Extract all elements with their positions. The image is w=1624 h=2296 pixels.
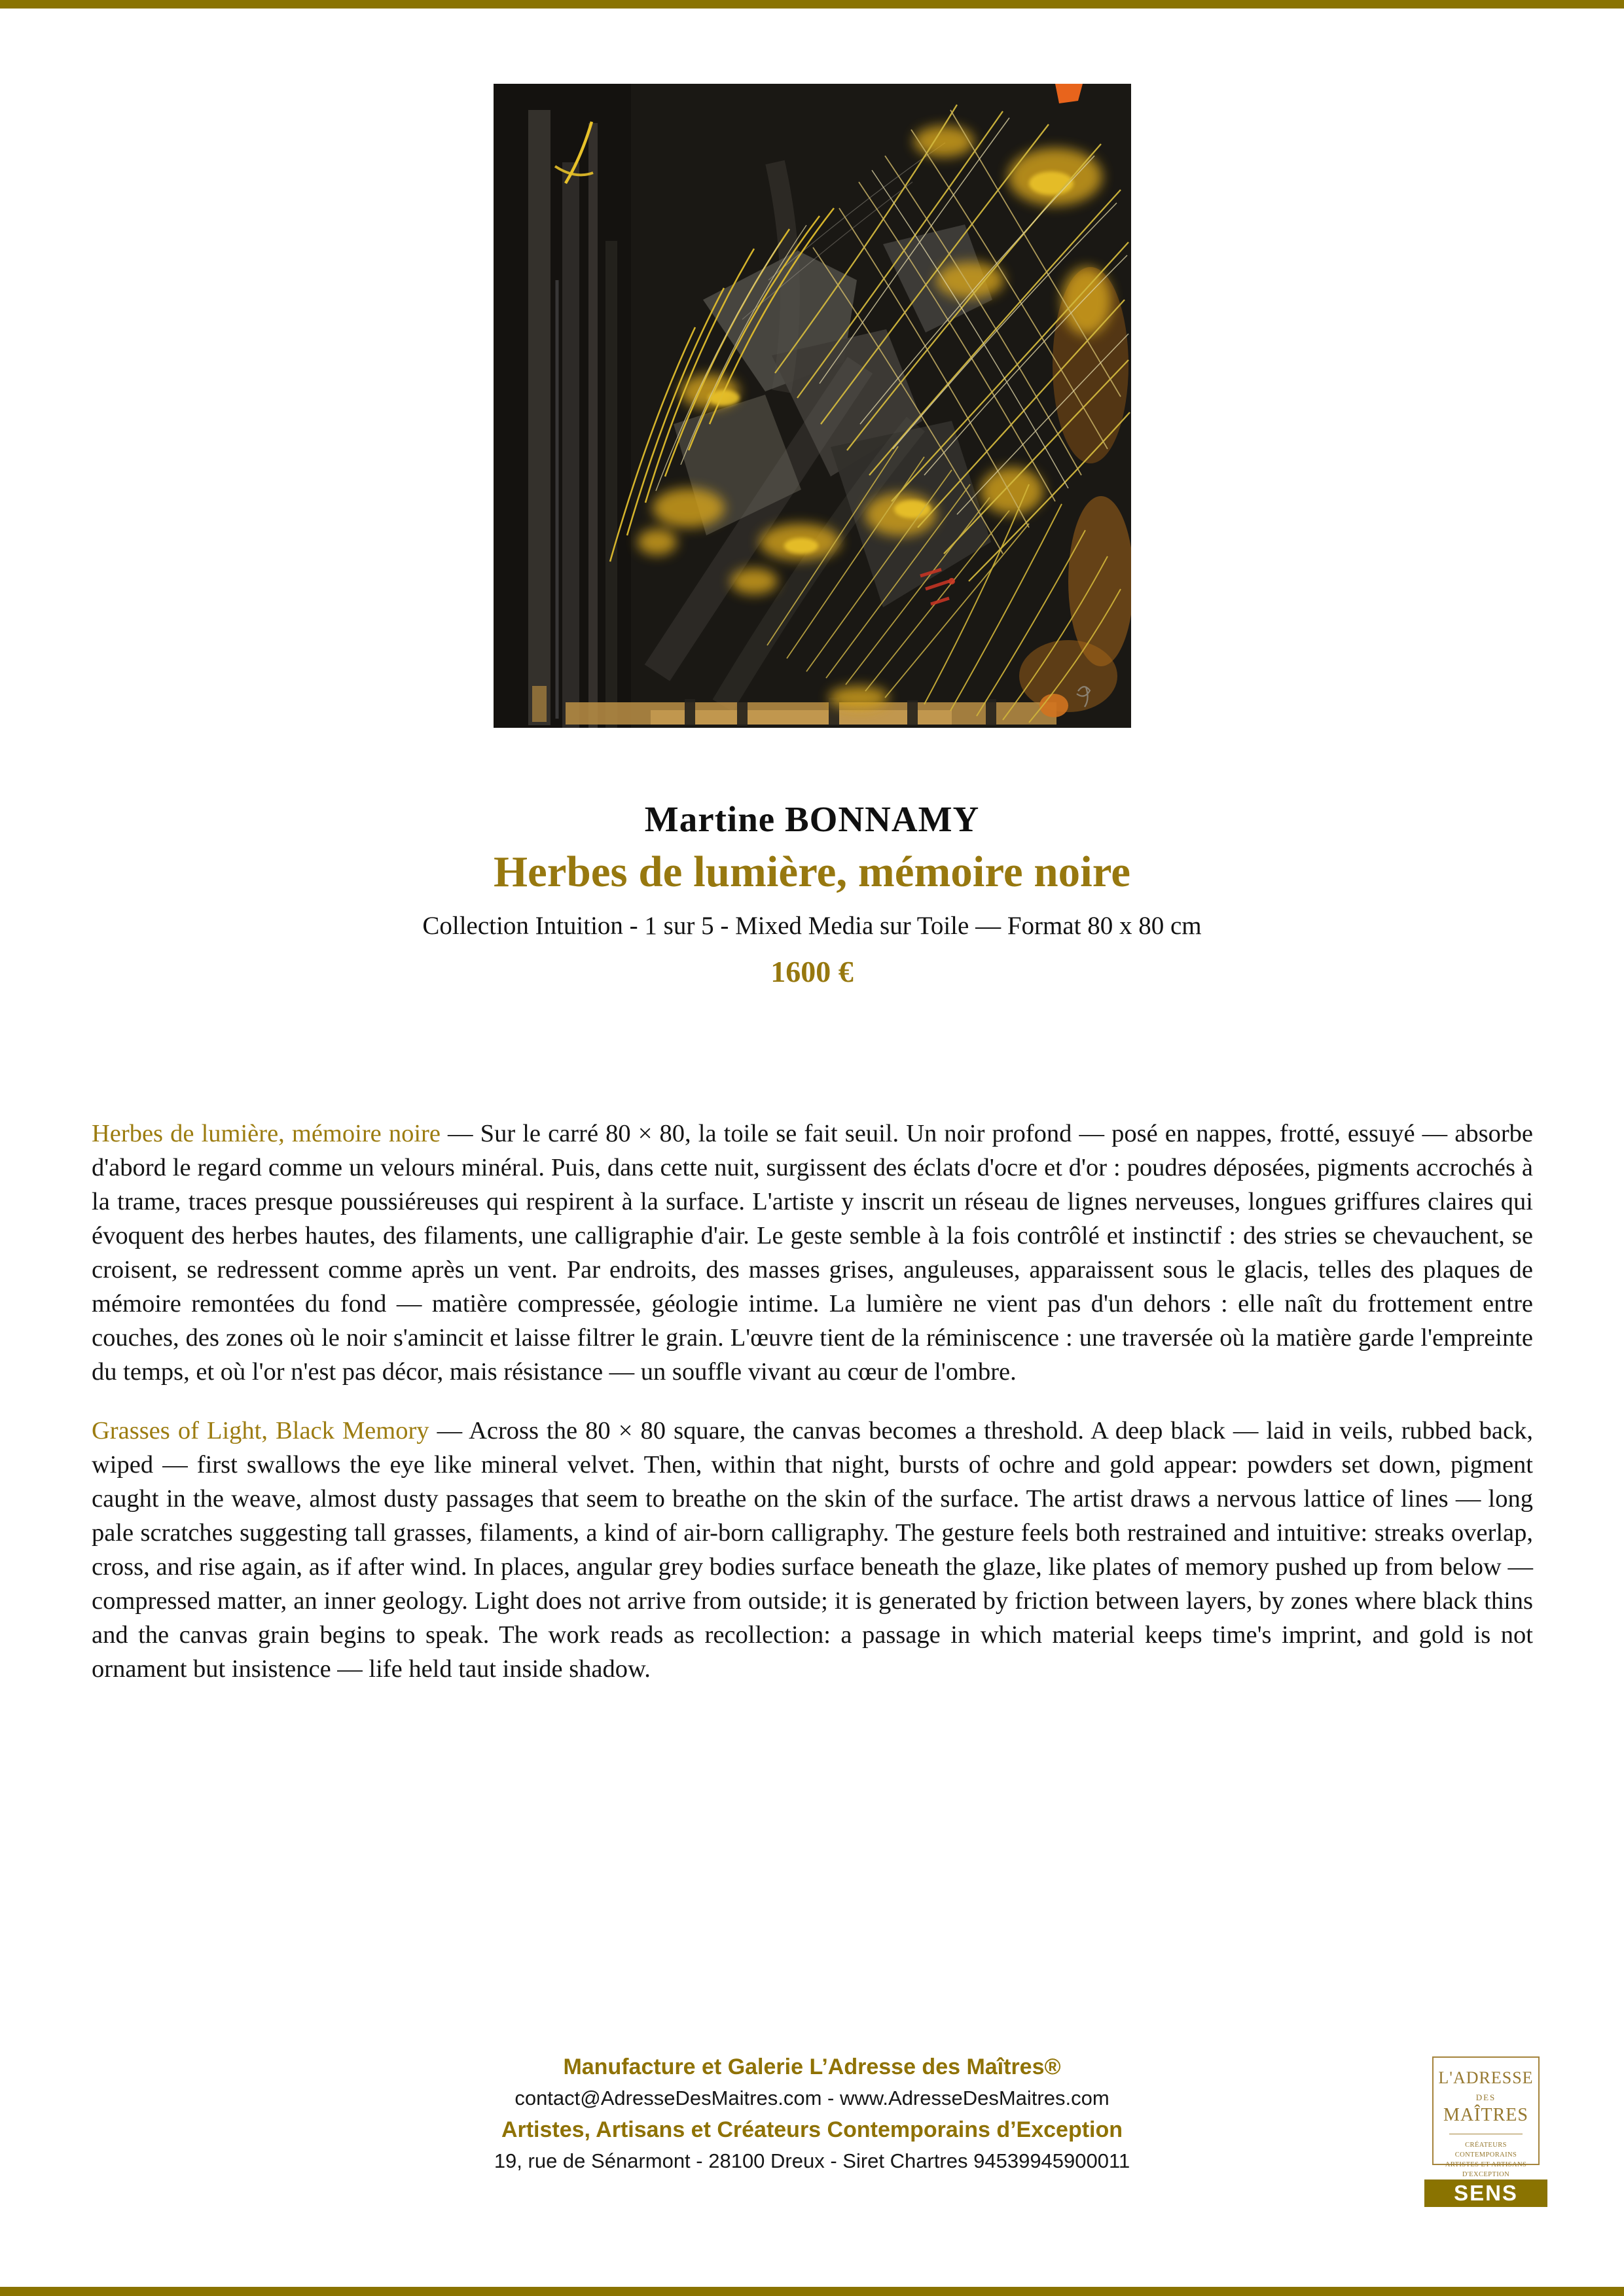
description-french-lead: Herbes de lumière, mémoire noire bbox=[92, 1120, 441, 1147]
description-french-separator: — bbox=[440, 1120, 480, 1147]
top-border-band bbox=[0, 0, 1624, 9]
footer-tagline: Artistes, Artisans et Créateurs Contemporains d’Exception bbox=[501, 2117, 1123, 2142]
logo-line-adresse: L'ADRESSE bbox=[1438, 2068, 1534, 2087]
description-section bbox=[92, 1117, 1533, 1711]
description-english-separator: — bbox=[429, 1417, 469, 1444]
artwork-subtitle: Collection Intuition - 1 sur 5 - Mixed Media sur Toile — Format 80 x 80 cm bbox=[422, 912, 1202, 940]
logo-line-artistes: ARTISTES ET ARTISANS bbox=[1445, 2161, 1527, 2168]
artwork-painting-graphic bbox=[494, 84, 1131, 728]
footer-text-block bbox=[0, 2051, 1624, 2177]
logo-line-maitres: MAÎTRES bbox=[1443, 2105, 1528, 2125]
sens-badge: SENS bbox=[1424, 2179, 1547, 2207]
description-english bbox=[92, 1414, 1533, 1686]
footer-contact-line: contact@AdresseDesMaitres.com - www.AdresseDesMaitres.com bbox=[514, 2087, 1110, 2109]
logo-line-des: DES bbox=[1475, 2092, 1496, 2102]
description-french bbox=[92, 1117, 1533, 1389]
artwork-image bbox=[494, 84, 1131, 728]
footer-address-line: 19, rue de Sénarmont - 28100 Dreux - Siret Chartres 94539945900011 bbox=[494, 2149, 1130, 2172]
logo-line-exception: D'EXCEPTION bbox=[1462, 2171, 1510, 2178]
logo-line-createurs: CRÉATEURS CONTEMPORAINS bbox=[1454, 2142, 1517, 2159]
artwork-price: 1600 € bbox=[770, 955, 854, 988]
footer-gallery-name: Manufacture et Galerie L’Adresse des Maîtres® bbox=[563, 2054, 1061, 2079]
description-english-body: Across the 80 × 80 square, the canvas becomes a threshold. A deep black — laid in veils, rubbed back, wiped — first swallows the eye like mineral velvet. Then, within that night, bursts of ochre and gold appear: powders set down, pigment caught in the weave, almost dusty passages that seem to breathe on the skin of the surface. The artist draws a nervous lattice of lines — long pale scratches suggesting tall grasses, filaments, a kind of air-born calligraphy. The gesture feels both restrained and intuitive: streaks overlap, cross, and rise again, as if after wind. In places, angular grey bodies surface beneath the glaze, like plates of memory pushed up from below — compressed matter, an inner geology. Light does not arrive from outside; it is generated by friction between layers, by zones where black thins and the canvas grain begins to speak. The work reads as recollection: a passage in which material keeps time's imprint, and gold is not ornament but insistence — life held taut inside shadow. bbox=[92, 1417, 1533, 1683]
description-french-body: Sur le carré 80 × 80, la toile se fait seuil. Un noir profond — posé en nappes, frotté, essuyé — absorbe d'abord le regard comme un velours minéral. Puis, dans cette nuit, surgissent des éclats d'ocre et d'or : poudres déposées, pigments accrochés à la trame, traces presque poussiéreuses qui respirent à la surface. L'artiste y inscrit un réseau de lignes nerveuses, longues griffures claires qui évoquent des herbes hautes, des filaments, une calligraphie d'air. Le geste semble à la fois contrôlé et instinctif : des stries se chevauchent, se croisent, se redressent comme après un vent. Par endroits, des masses grises, anguleuses, apparaissent sous le glacis, telles des plaques de mémoire remontées du fond — matière compressée, géologie intime. La lumière ne vient pas d'un dehors : elle naît du frottement entre couches, des zones où le noir s'amincit et laisse filtrer le grain. L'œuvre tient de la réminiscence : une traversée où la matière garde l'empreinte du temps, et où l'or n'est pas décor, mais résistance — un souffle vivant au cœur de l'ombre. bbox=[92, 1120, 1534, 1386]
artist-name: Martine BONNAMY bbox=[644, 799, 980, 839]
gallery-logo bbox=[1432, 2056, 1540, 2178]
artwork-title: Herbes de lumière, mémoire noire bbox=[493, 848, 1131, 896]
description-english-lead: Grasses of Light, Black Memory bbox=[92, 1417, 429, 1444]
bottom-border-band bbox=[0, 2287, 1624, 2296]
